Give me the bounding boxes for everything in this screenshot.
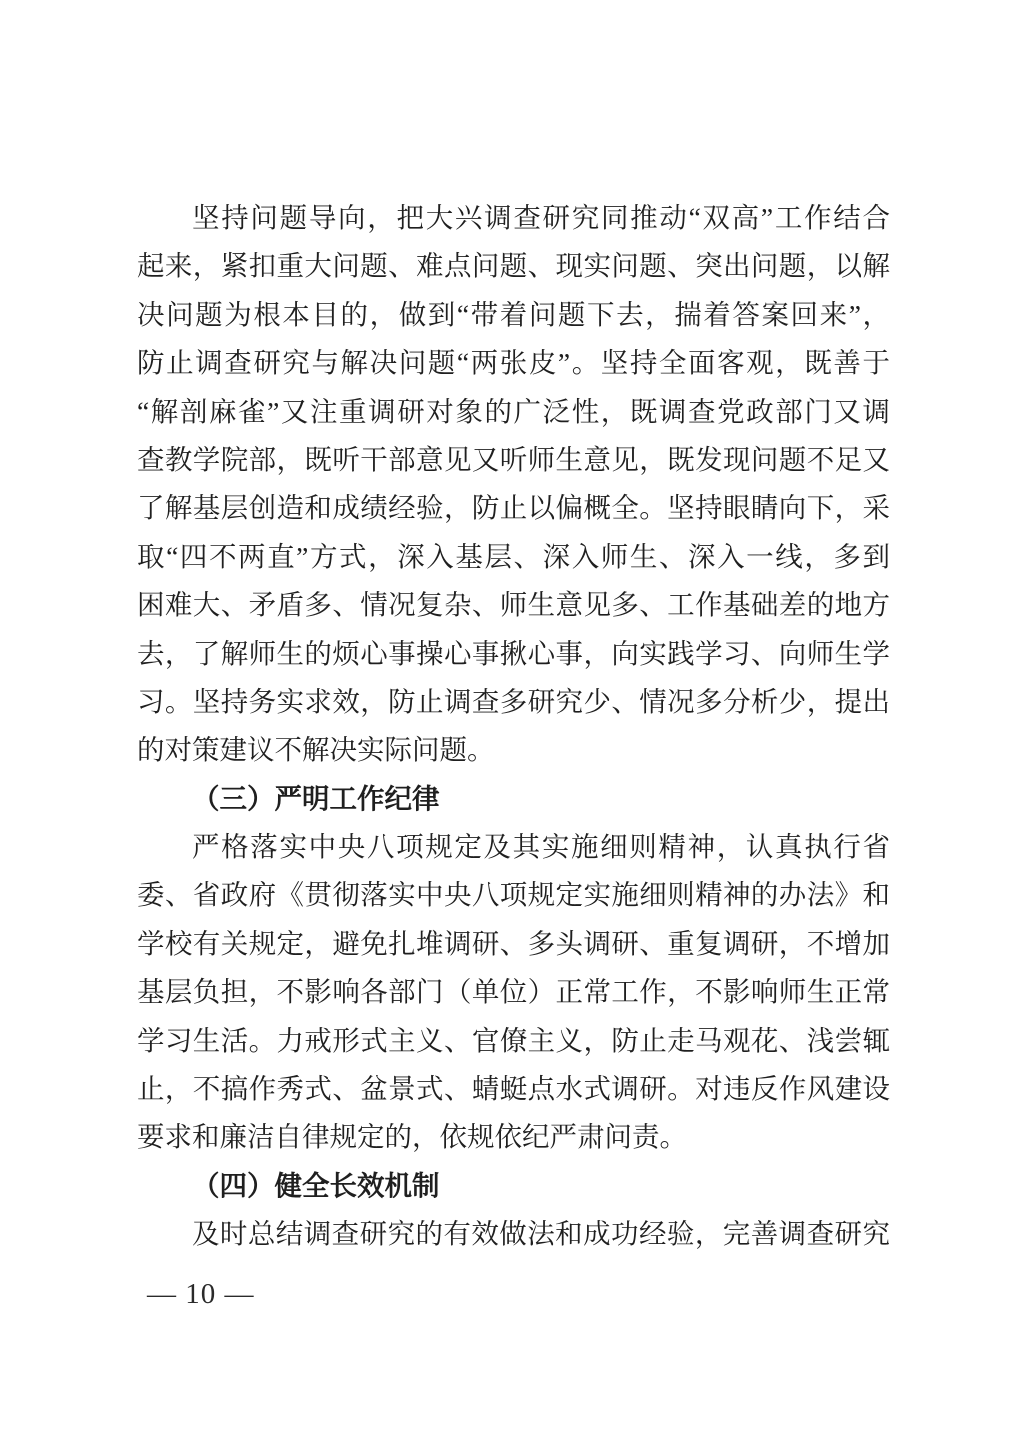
document-body: [137, 194, 890, 1259]
section-heading: （四）健全长效机制: [192, 1169, 440, 1201]
text-line: 学习生活。力戒形式主义、官僚主义，防止走马观花、浅尝辄: [137, 1024, 890, 1056]
text-line: 学校有关规定，避免扎堆调研、多头调研、重复调研，不增加: [137, 927, 890, 959]
text-line: 查教学院部，既听干部意见又听师生意见，既发现问题不足又: [137, 443, 890, 475]
text-line: 困难大、矛盾多、情况复杂、师生意见多、工作基础差的地方: [137, 589, 890, 621]
text-line: 决问题为根本目的，做到“带着问题下去，揣着答案回来”，: [137, 298, 890, 330]
text-line: 要求和廉洁自律规定的，依规依纪严肃问责。: [137, 1121, 687, 1153]
text-line: 的对策建议不解决实际问题。: [137, 734, 495, 766]
text-line: 及时总结调查研究的有效做法和成功经验，完善调查研究: [192, 1218, 890, 1250]
text-line: 习。坚持务实求效，防止调查多研究少、情况多分析少，提出: [137, 685, 890, 717]
text-line: 止，不搞作秀式、盆景式、蜻蜓点水式调研。对违反作风建设: [137, 1073, 890, 1105]
text-line: 坚持问题导向，把大兴调查研究同推动“双高”工作结合: [192, 202, 890, 233]
text-line: “解剖麻雀”又注重调研对象的广泛性，既调查党政部门又调: [137, 395, 890, 427]
section-heading: （三）严明工作纪律: [192, 782, 440, 814]
text-line: 了解基层创造和成绩经验，防止以偏概全。坚持眼睛向下，采: [137, 492, 890, 524]
text-line: 去，了解师生的烦心事操心事揪心事，向实践学习、向师生学: [137, 637, 890, 669]
text-line: 基层负担，不影响各部门（单位）正常工作，不影响师生正常: [137, 976, 890, 1008]
text-line: 严格落实中央八项规定及其实施细则精神，认真执行省: [192, 831, 890, 863]
text-line: 防止调查研究与解决问题“两张皮”。坚持全面客观，既善于: [137, 347, 890, 379]
page-number: — 10 —: [147, 1278, 255, 1310]
text-line: 委、省政府《贯彻落实中央八项规定实施细则精神的办法》和: [137, 879, 890, 911]
text-line: 起来，紧扣重大问题、难点问题、现实问题、突出问题，以解: [137, 250, 890, 282]
text-line: 取“四不两直”方式，深入基层、深入师生、深入一线，多到: [137, 540, 890, 572]
